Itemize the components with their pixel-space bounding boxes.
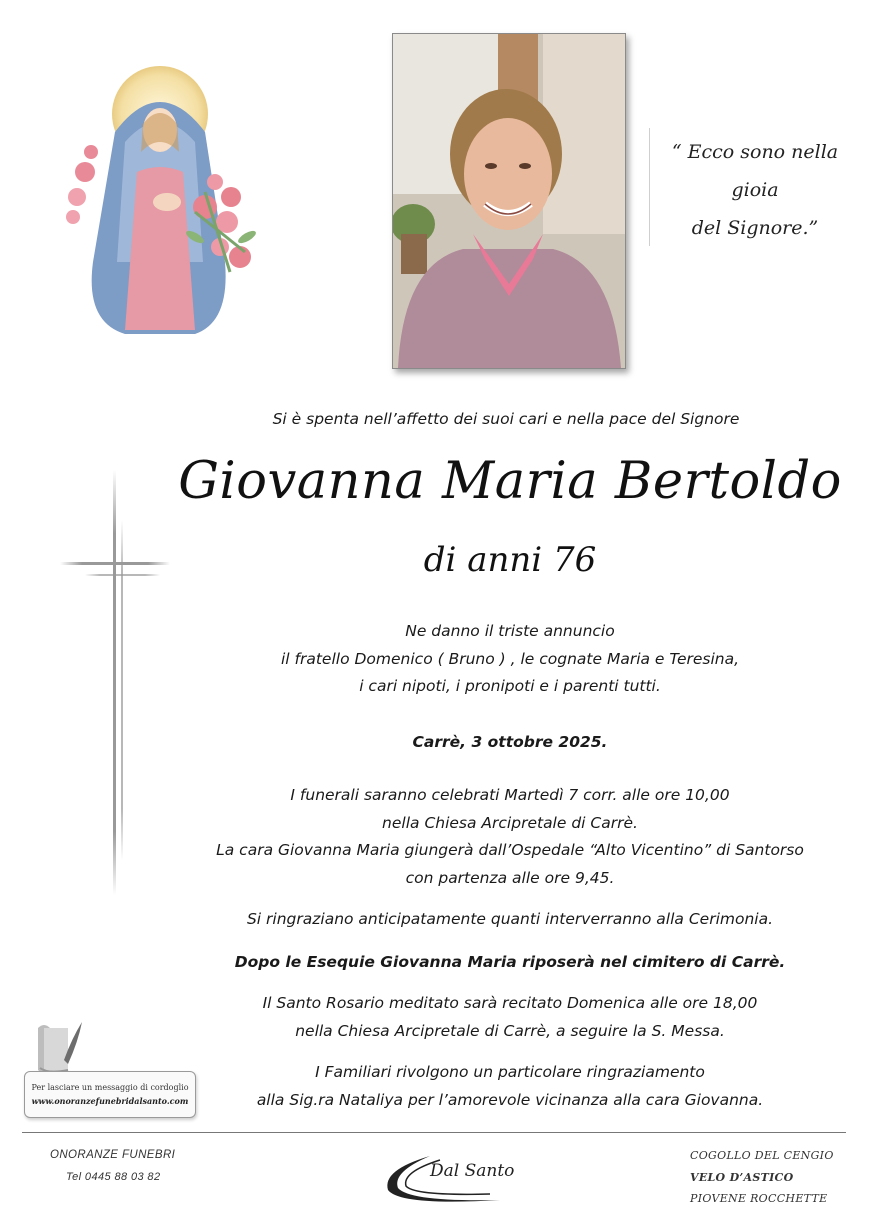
funeral-line: La cara Giovanna Maria giungerà dall’Ospedale “Alto Vicentino” di Santorso <box>216 841 804 859</box>
company-logo-text: Dal Santo <box>430 1161 515 1181</box>
deceased-name: Giovanna Maria Bertoldo <box>178 452 842 511</box>
quote-line-2: del Signore.” <box>691 217 819 239</box>
portrait-photo <box>392 33 626 369</box>
funeral-line: con partenza alle ore 9,45. <box>405 868 615 887</box>
condolence-website-link[interactable]: www.onoranzefunebridalsanto.com <box>31 1096 189 1106</box>
footer-divider <box>22 1132 846 1133</box>
announcement-line: i cari nipoti, i pronipoti e i parenti tutti. <box>359 677 661 695</box>
funeral-line: nella Chiesa Arcipretale di Carrè. <box>382 813 638 832</box>
family-thanks-line: I Familiari rivolgono un particolare ringraziamento <box>315 1063 705 1081</box>
intro-line: Si è spenta nell’affetto dei suoi cari e nella pace del Signore <box>272 410 740 428</box>
footer-phone: Tel 0445 88 03 82 <box>66 1171 161 1183</box>
quote <box>655 133 855 247</box>
footer-location: PIOVENE ROCCHETTE <box>690 1192 828 1205</box>
family-thanks <box>170 1059 850 1114</box>
burial-line: Dopo le Esequie Giovanna Maria riposerà nel cimitero di Carrè. <box>234 953 786 971</box>
condolence-message-label: Per lasciare un messaggio di cordoglio <box>31 1083 189 1092</box>
footer-location: VELO D’ASTICO <box>690 1171 794 1184</box>
thanks-line: Si ringraziano anticipatamente quanti interverranno alla Cerimonia. <box>246 910 774 928</box>
madonna-illustration <box>55 62 265 340</box>
condolence-message-box[interactable] <box>24 1071 196 1118</box>
funeral-line: I funerali saranno celebrati Martedì 7 corr. alle ore 10,00 <box>290 786 730 804</box>
deceased-age: di anni 76 <box>423 540 597 580</box>
family-thanks-line: alla Sig.ra Nataliya per l’amorevole vicinanza alla cara Giovanna. <box>256 1090 764 1109</box>
funeral-details <box>170 782 850 892</box>
announcement-line: il fratello Domenico ( Bruno ) , le cognate Maria e Teresina, <box>280 649 740 668</box>
rosary-line: Il Santo Rosario meditato sarà recitato Domenica alle ore 18,00 <box>262 994 758 1012</box>
announcement-line: Ne danno il triste annuncio <box>405 622 615 640</box>
scroll-quill-icon <box>34 1020 84 1076</box>
quote-line-1: “ Ecco sono nella gioia <box>671 141 839 201</box>
rosary-details <box>170 990 850 1045</box>
announcement <box>170 618 850 701</box>
footer-company-title: ONORANZE FUNEBRI <box>50 1149 176 1161</box>
rosary-line: nella Chiesa Arcipretale di Carrè, a seguire la S. Messa. <box>295 1021 725 1040</box>
footer-location: COGOLLO DEL CENGIO <box>690 1149 834 1162</box>
date-place: Carrè, 3 ottobre 2025. <box>412 733 608 751</box>
cross-icon <box>55 470 175 895</box>
